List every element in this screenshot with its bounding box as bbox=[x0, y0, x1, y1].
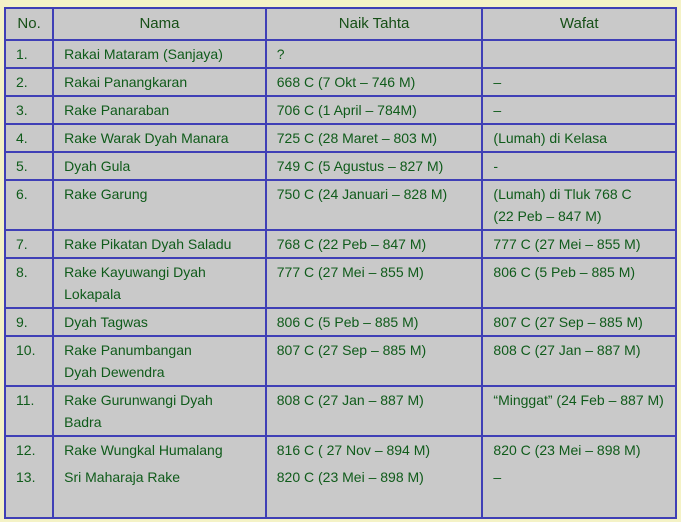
table-row bbox=[5, 152, 676, 180]
cell-wafat bbox=[482, 230, 676, 258]
kings-table bbox=[4, 7, 677, 519]
cell-text: - bbox=[493, 158, 499, 174]
cell-text: “Minggat” (24 Feb – 887 M) bbox=[493, 392, 664, 408]
cell-nama bbox=[53, 180, 266, 230]
cell-text: Dyah Gula bbox=[64, 158, 131, 174]
cell-no: 4. bbox=[5, 124, 53, 152]
cell-no: 9. bbox=[5, 308, 53, 336]
table-row bbox=[5, 336, 676, 386]
cell-text: 13. bbox=[16, 469, 36, 485]
cell-text: Rakai Mataram (Sanjaya) bbox=[64, 46, 223, 62]
cell-nama bbox=[53, 124, 266, 152]
cell-text: Rake Pikatan Dyah Saladu bbox=[64, 236, 232, 252]
cell-naik-tahta bbox=[266, 152, 483, 180]
cell-no: 8. bbox=[5, 258, 53, 308]
cell-text: 750 C (24 Januari – 828 M) bbox=[276, 186, 448, 202]
cell-naik-tahta bbox=[266, 40, 483, 68]
cell-text: (Lumah) di Tluk 768 C bbox=[493, 186, 632, 202]
cell-wafat bbox=[482, 152, 676, 180]
table-header bbox=[5, 8, 676, 40]
cell-text: 807 C (27 Sep – 885 M) bbox=[276, 342, 427, 358]
cell-nama bbox=[53, 68, 266, 96]
cell-nama bbox=[53, 386, 266, 436]
cell-naik-tahta bbox=[266, 180, 483, 230]
cell-no: 7. bbox=[5, 230, 53, 258]
cell-text: ? bbox=[276, 46, 285, 62]
cell-wafat bbox=[482, 308, 676, 336]
cell-no: 5. bbox=[5, 152, 53, 180]
cell-text: 12. bbox=[16, 442, 36, 458]
cell-text: 806 C (5 Peb – 885 M) bbox=[493, 264, 636, 280]
cell-nama bbox=[53, 436, 266, 518]
cell-text: 807 C (27 Sep – 885 M) bbox=[493, 314, 643, 330]
cell-text: Rake Panaraban bbox=[64, 102, 170, 118]
cell-text: (22 Peb – 847 M) bbox=[493, 208, 602, 224]
cell-no: 6. bbox=[5, 180, 53, 230]
cell-naik-tahta bbox=[266, 230, 483, 258]
table-row bbox=[5, 124, 676, 152]
header-wafat: Wafat bbox=[482, 8, 676, 40]
table-row bbox=[5, 230, 676, 258]
table-row bbox=[5, 68, 676, 96]
cell-text: 777 C (27 Mei – 855 M) bbox=[276, 264, 424, 280]
cell-text: – bbox=[493, 74, 502, 90]
cell-text: Rake Gurunwangi Dyah bbox=[64, 392, 213, 408]
cell-text: 777 C (27 Mei – 855 M) bbox=[493, 236, 641, 252]
table-row bbox=[5, 386, 676, 436]
table-row bbox=[5, 308, 676, 336]
cell-text: 768 C (22 Peb – 847 M) bbox=[276, 236, 427, 252]
cell-wafat bbox=[482, 40, 676, 68]
cell-text: 820 C (23 Mei – 898 M) bbox=[493, 442, 641, 458]
table-row bbox=[5, 258, 676, 308]
cell-text: Badra bbox=[64, 414, 102, 430]
cell-naik-tahta bbox=[266, 336, 483, 386]
header-row bbox=[5, 8, 676, 40]
cell-text: 749 C (5 Agustus – 827 M) bbox=[276, 158, 444, 174]
cell-wafat bbox=[482, 180, 676, 230]
cell-text: – bbox=[493, 469, 502, 485]
cell-nama bbox=[53, 258, 266, 308]
table-row bbox=[5, 96, 676, 124]
table-row bbox=[5, 180, 676, 230]
cell-no: 10. bbox=[5, 336, 53, 386]
cell-text: 808 C (27 Jan – 887 M) bbox=[276, 392, 424, 408]
cell-no: 11. bbox=[5, 386, 53, 436]
header-naik-tahta: Naik Tahta bbox=[266, 8, 483, 40]
header-nama: Nama bbox=[53, 8, 266, 40]
cell-naik-tahta bbox=[266, 258, 483, 308]
cell-nama bbox=[53, 96, 266, 124]
cell-no: 2. bbox=[5, 68, 53, 96]
cell-wafat bbox=[482, 436, 676, 518]
cell-text: Rake Kayuwangi Dyah bbox=[64, 264, 206, 280]
cell-nama bbox=[53, 152, 266, 180]
cell-text: 706 C (1 April – 784M) bbox=[276, 102, 417, 118]
cell-text: 808 C (27 Jan – 887 M) bbox=[493, 342, 641, 358]
cell-no: 1. bbox=[5, 40, 53, 68]
cell-text: Rake Garung bbox=[64, 186, 148, 202]
cell-naik-tahta bbox=[266, 124, 483, 152]
cell-text: 816 C ( 27 Nov – 894 M) bbox=[276, 442, 431, 458]
cell-text: Rake Panumbangan bbox=[64, 342, 192, 358]
cell-text: Dyah Tagwas bbox=[64, 314, 148, 330]
table-row bbox=[5, 40, 676, 68]
cell-wafat bbox=[482, 258, 676, 308]
cell-naik-tahta bbox=[266, 68, 483, 96]
cell-text: Dyah Dewendra bbox=[64, 364, 165, 380]
cell-nama bbox=[53, 336, 266, 386]
cell-naik-tahta bbox=[266, 96, 483, 124]
cell-no: 3. bbox=[5, 96, 53, 124]
table-row bbox=[5, 436, 676, 518]
cell-wafat bbox=[482, 96, 676, 124]
cell-nama bbox=[53, 230, 266, 258]
cell-text: 668 C (7 Okt – 746 M) bbox=[276, 74, 416, 90]
cell-text: 725 C (28 Maret – 803 M) bbox=[276, 130, 438, 146]
cell-wafat bbox=[482, 68, 676, 96]
cell-wafat bbox=[482, 124, 676, 152]
table-body bbox=[5, 40, 676, 518]
cell-text: Rake Warak Dyah Manara bbox=[64, 130, 229, 146]
cell-wafat bbox=[482, 386, 676, 436]
cell-naik-tahta bbox=[266, 308, 483, 336]
cell-text: Sri Maharaja Rake bbox=[64, 469, 181, 485]
header-no: No. bbox=[5, 8, 53, 40]
cell-no bbox=[5, 436, 53, 518]
cell-naik-tahta bbox=[266, 386, 483, 436]
cell-text: Rake Wungkal Humalang bbox=[64, 442, 223, 458]
cell-nama bbox=[53, 40, 266, 68]
cell-text: Rakai Panangkaran bbox=[64, 74, 188, 90]
cell-text: (Lumah) di Kelasa bbox=[493, 130, 608, 146]
cell-text: – bbox=[493, 102, 502, 118]
cell-wafat bbox=[482, 336, 676, 386]
cell-text: Lokapala bbox=[64, 286, 121, 302]
cell-nama bbox=[53, 308, 266, 336]
cell-text: 806 C (5 Peb – 885 M) bbox=[276, 314, 419, 330]
cell-naik-tahta bbox=[266, 436, 483, 518]
cell-text: 820 C (23 Mei – 898 M) bbox=[276, 469, 424, 485]
